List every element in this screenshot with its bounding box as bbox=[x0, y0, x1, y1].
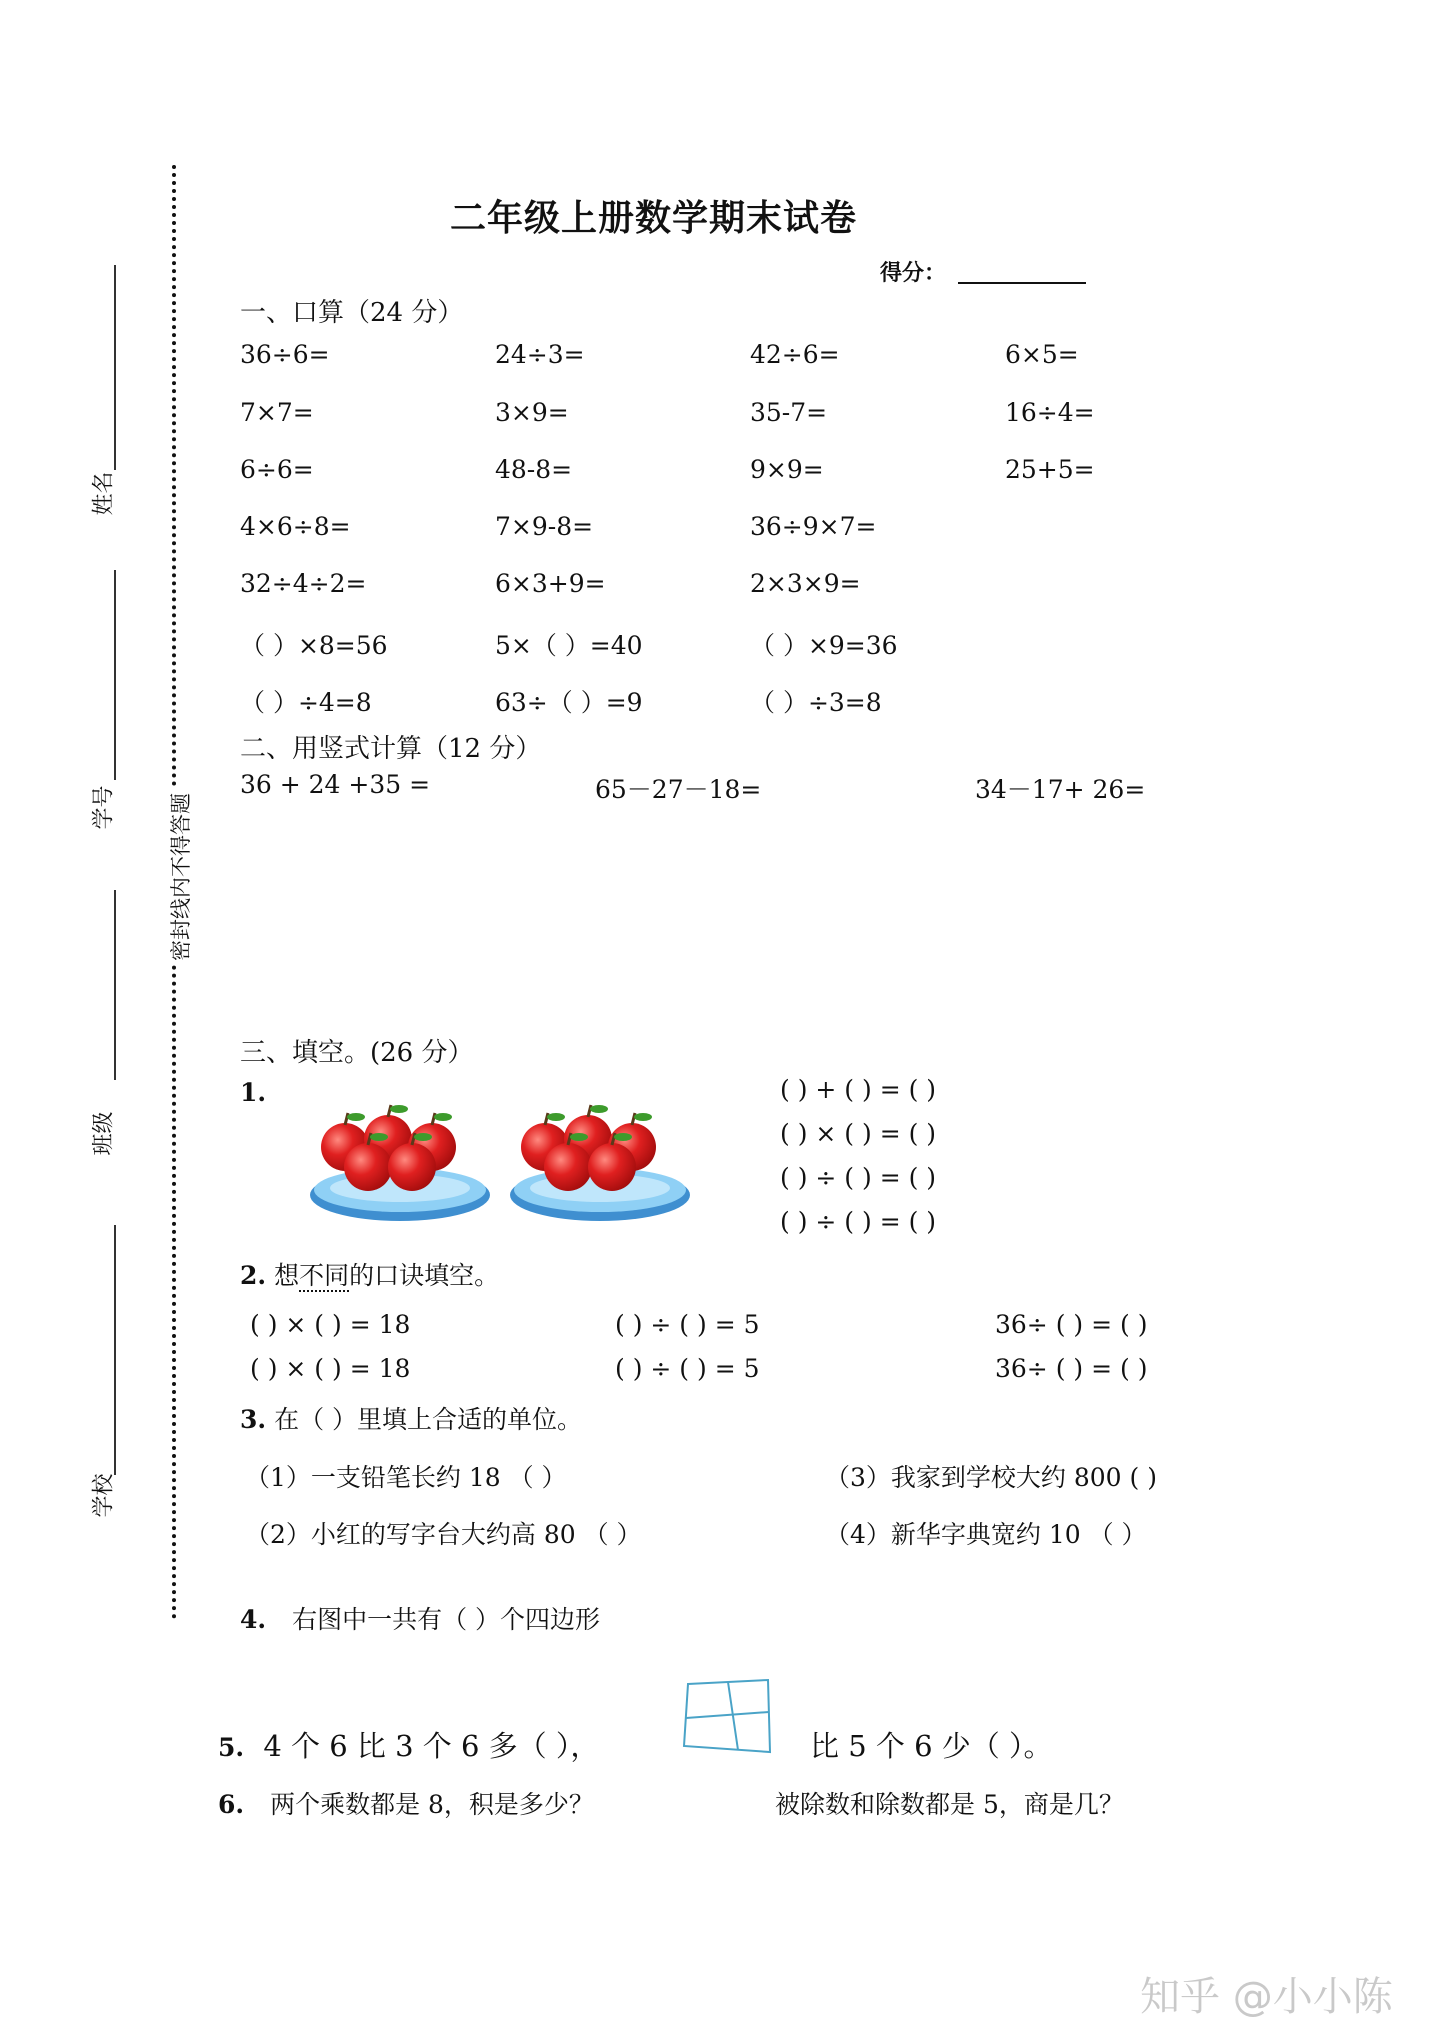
class-label: 班级 bbox=[91, 1111, 117, 1156]
q3-prompt bbox=[240, 1400, 582, 1436]
calc-item: （ ）×8=56 bbox=[240, 631, 388, 660]
q6-number: 6. bbox=[218, 1790, 245, 1819]
calc-item: 63÷（ ）=9 bbox=[495, 688, 643, 717]
calc-item: 3×9= bbox=[495, 398, 569, 427]
name-label: 姓名 bbox=[91, 471, 117, 516]
calc-item: 2×3×9= bbox=[750, 569, 861, 598]
calc-item: 48-8= bbox=[495, 455, 573, 484]
calc-item: 7×7= bbox=[240, 398, 314, 427]
watermark: 知乎 @小小陈 bbox=[1140, 1974, 1393, 2020]
q2-item: ( ) ÷ ( ) = 5 bbox=[615, 1310, 760, 1339]
q3-item: （2）小红的写字台大约高 80 （ ） bbox=[245, 1520, 642, 1549]
calc-item: 9×9= bbox=[750, 455, 824, 484]
q3-item: （1）一支铅笔长约 18 （ ） bbox=[245, 1463, 567, 1492]
q2-item: 36÷ ( ) = ( ) bbox=[995, 1310, 1148, 1339]
calc-item: 6÷6= bbox=[240, 455, 314, 484]
q1-equation: ( ) ÷ ( ) = ( ) bbox=[780, 1207, 937, 1236]
q6-text-a: 两个乘数都是 8，积是多少？ bbox=[270, 1790, 594, 1819]
section-3-heading: 三、填空。(26 分） bbox=[240, 1038, 474, 1068]
calc-item: （ ）÷3=8 bbox=[750, 688, 882, 717]
q2-number: 2. bbox=[240, 1261, 267, 1290]
q4-number: 4. bbox=[240, 1605, 267, 1634]
calc-item: 32÷4÷2= bbox=[240, 569, 367, 598]
q2-text-a: 想 bbox=[274, 1261, 300, 1290]
calc-item: 35-7= bbox=[750, 398, 828, 427]
q1-number: 1. bbox=[240, 1078, 267, 1107]
calc-item: 42÷6= bbox=[750, 340, 840, 369]
quadrilateral-figure bbox=[682, 1678, 774, 1760]
q2-item: 36÷ ( ) = ( ) bbox=[995, 1354, 1148, 1383]
score-blank[interactable] bbox=[958, 282, 1086, 284]
calc-item: 36÷6= bbox=[240, 340, 330, 369]
q4-text: 右图中一共有（ ）个四边形 bbox=[292, 1605, 601, 1634]
q2-text-c: 的口诀填空。 bbox=[349, 1261, 500, 1290]
q5-text-a: 4 个 6 比 3 个 6 多（ ）， bbox=[263, 1729, 600, 1763]
vertical-calc-item: 34－17+ 26= bbox=[975, 775, 1146, 804]
plate-right bbox=[510, 1105, 690, 1221]
class-rule bbox=[114, 890, 116, 1080]
q3-item: （3）我家到学校大约 800 ( ) bbox=[825, 1463, 1157, 1492]
seal-line-note: 密封线内不得答题 bbox=[165, 789, 195, 965]
q6-text-b: 被除数和除数都是 5，商是几？ bbox=[775, 1790, 1124, 1819]
apple-plates-illustration bbox=[310, 1095, 700, 1230]
student-id-label: 学号 bbox=[91, 785, 117, 830]
student-id-rule bbox=[114, 570, 116, 780]
q2-prompt bbox=[240, 1256, 499, 1292]
vertical-calc-item: 36 + 24 +35 = bbox=[240, 770, 431, 799]
q3-item: （4）新华字典宽约 10 （ ） bbox=[825, 1520, 1147, 1549]
q2-item: ( ) × ( ) = 18 bbox=[250, 1310, 411, 1339]
calc-item: 24÷3= bbox=[495, 340, 585, 369]
q2-text-emphasis: 不同 bbox=[299, 1261, 350, 1290]
calc-item: 6×5= bbox=[1005, 340, 1079, 369]
name-rule bbox=[114, 265, 116, 470]
plate-left bbox=[310, 1105, 490, 1221]
school-label: 学校 bbox=[91, 1473, 117, 1518]
q5-number: 5. bbox=[218, 1733, 245, 1762]
calc-item: 16÷4= bbox=[1005, 398, 1095, 427]
page-title: 二年级上册数学期末试卷 bbox=[450, 198, 858, 239]
calc-item: 4×6÷8= bbox=[240, 512, 351, 541]
score-label: 得分： bbox=[880, 261, 947, 286]
q6-prompt-a bbox=[218, 1785, 594, 1821]
q5-text-b: 比 5 个 6 少（ ）。 bbox=[810, 1729, 1053, 1763]
school-rule bbox=[114, 1225, 116, 1475]
calc-item: 5×（ ）=40 bbox=[495, 631, 643, 660]
calc-item: （ ）×9=36 bbox=[750, 631, 898, 660]
calc-item: 36÷9×7= bbox=[750, 512, 877, 541]
q1-equation: ( ) × ( ) = ( ) bbox=[780, 1119, 937, 1148]
q3-number: 3. bbox=[240, 1405, 267, 1434]
q4-prompt bbox=[240, 1600, 600, 1636]
calc-item: 7×9-8= bbox=[495, 512, 594, 541]
q1-equation: ( ) ÷ ( ) = ( ) bbox=[780, 1163, 937, 1192]
calc-item: 6×3+9= bbox=[495, 569, 606, 598]
q5-prompt-a bbox=[218, 1724, 599, 1765]
q2-item: ( ) × ( ) = 18 bbox=[250, 1354, 411, 1383]
q3-text: 在（ ）里填上合适的单位。 bbox=[274, 1405, 583, 1434]
section-1-heading: 一、口算（24 分） bbox=[240, 298, 464, 328]
vertical-calc-item: 65－27－18= bbox=[595, 775, 762, 804]
calc-item: 25+5= bbox=[1005, 455, 1095, 484]
q1-equation: ( ) + ( ) = ( ) bbox=[780, 1075, 937, 1104]
q2-item: ( ) ÷ ( ) = 5 bbox=[615, 1354, 760, 1383]
calc-item: （ ）÷4=8 bbox=[240, 688, 372, 717]
section-2-heading: 二、用竖式计算（12 分） bbox=[240, 734, 542, 764]
